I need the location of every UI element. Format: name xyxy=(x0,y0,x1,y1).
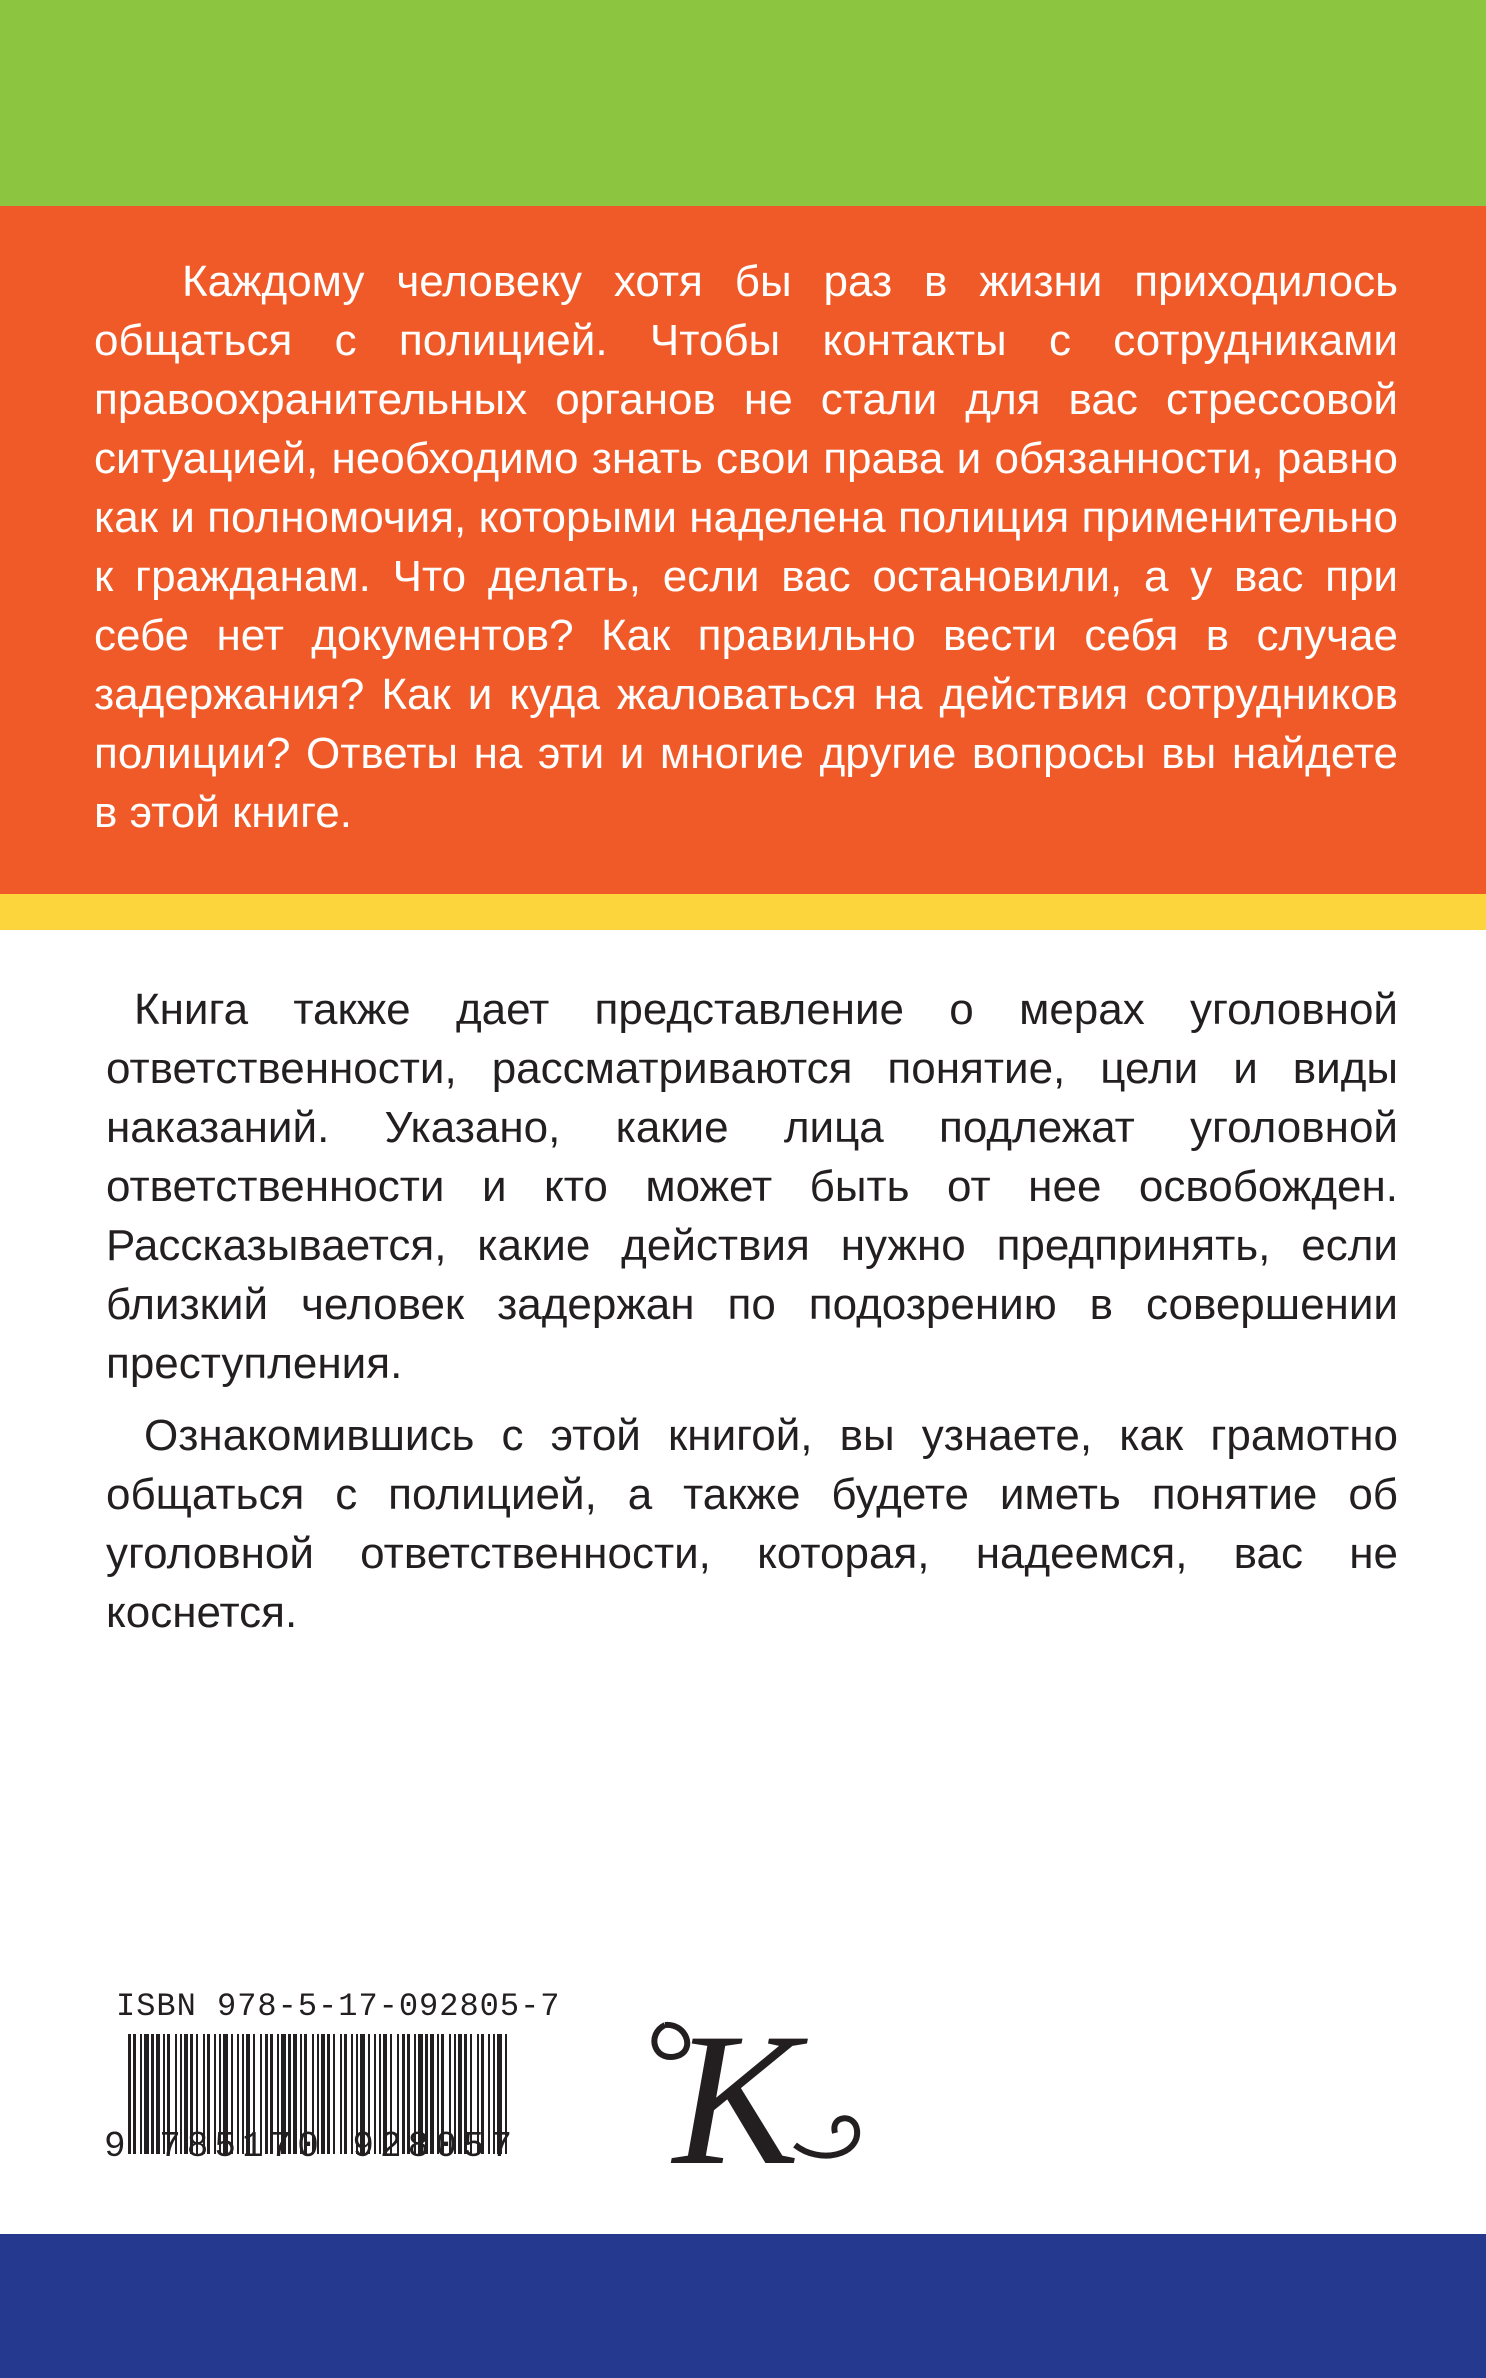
publisher-logo-letter: K xyxy=(673,1995,800,2195)
blurb-paragraph-3: Ознакомившись с этой книгой, вы узнаете, как грамотно общаться с полицией, а также будете иметь понятие об уголовной ответственности, которая, надеемся, вас не коснется. xyxy=(106,1411,1398,1637)
yellow-stripe xyxy=(0,894,1486,930)
isbn-label: ISBN 978-5-17-092805-7 xyxy=(116,1988,561,2025)
barcode-digits: 9 785170 928057 xyxy=(104,2126,519,2167)
top-green-band xyxy=(0,0,1486,206)
bottom-blue-band xyxy=(0,2234,1486,2378)
blurb-paragraph-1: Каждому человеку хотя бы раз в жизни приходилось общаться с полицией. Чтобы контакты с сотрудниками правоохранительных органов не стали для вас стрессовой ситуацией, необходимо знать свои права и обязанности, равно как и полномочия, которыми наделена полиция применительно к гражданам. Что делать, если вас остановили, а у вас при себе нет документов? Как правильно вести себя в случае задержания? Как и куда жаловаться на действия сотрудников полиции? Ответы на эти и многие другие вопросы вы найдете в этой книге. xyxy=(94,257,1398,837)
publisher-k-logo-icon xyxy=(645,1995,875,2195)
blurb-paragraph-2: Книга также дает представление о мерах уголовной ответственности, рассматриваются понятие, цели и виды наказаний. Указано, какие лица подлежат уголовной ответственности и кто может быть от нее освобожден. Рассказывается, какие действия нужно предпринять, если близкий человек задержан по подозрению в совершении преступления. xyxy=(106,985,1398,1388)
